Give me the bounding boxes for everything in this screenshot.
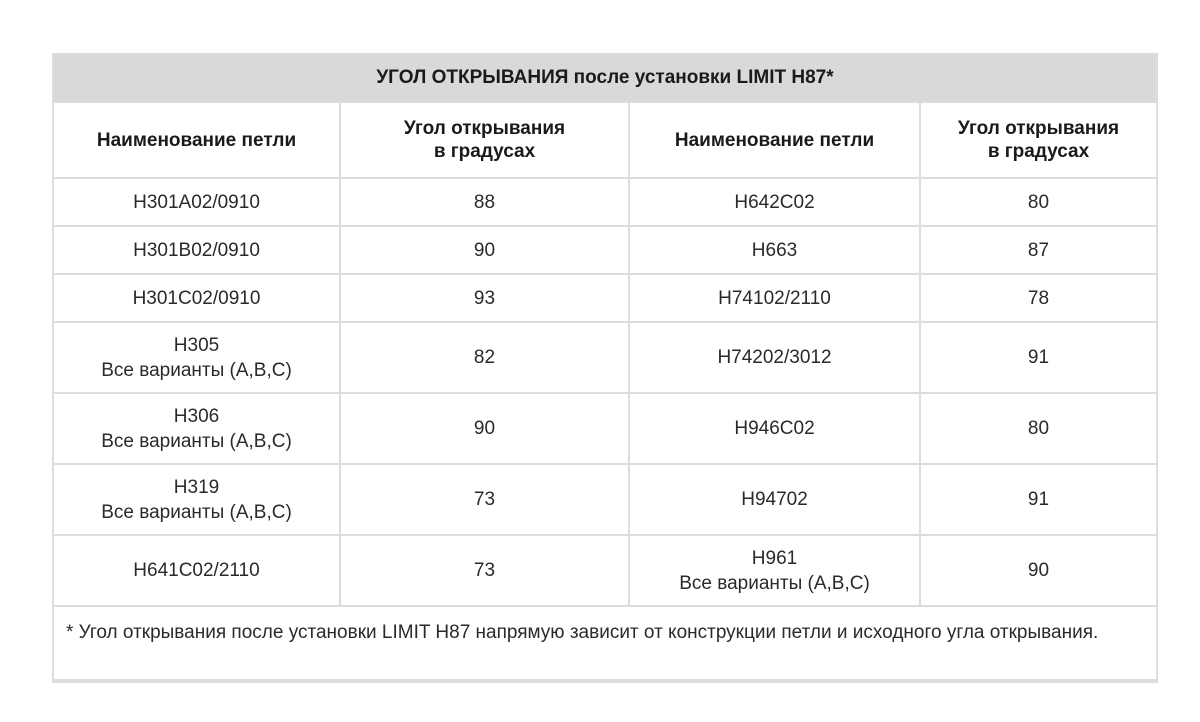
hinge-model: H663 bbox=[751, 239, 798, 261]
hinge-variants: Все варианты (A,B,C) bbox=[101, 430, 292, 452]
opening-angle-left: 88 bbox=[340, 178, 629, 226]
opening-angle-left: 73 bbox=[340, 535, 629, 606]
hinge-model: H319 bbox=[173, 476, 220, 498]
hinge-name-left bbox=[54, 226, 340, 274]
opening-angle-right: 80 bbox=[920, 393, 1156, 464]
hinge-model: H305 bbox=[173, 334, 220, 356]
table-row bbox=[54, 226, 1156, 274]
hinge-model: H961 bbox=[751, 547, 798, 569]
header-hinge-name-right: Наименование петли bbox=[629, 102, 920, 178]
header-angle-left bbox=[340, 102, 629, 178]
opening-angle-left: 82 bbox=[340, 322, 629, 393]
opening-angle-left: 93 bbox=[340, 274, 629, 322]
opening-angle-left: 90 bbox=[340, 393, 629, 464]
opening-angle-right: 91 bbox=[920, 464, 1156, 535]
table-row bbox=[54, 178, 1156, 226]
table-row bbox=[54, 535, 1156, 606]
footnote: * Угол открывания после установки LIMIT H87 напрямую зависит от конструкции петли и исходного угла открывания. bbox=[54, 606, 1156, 680]
hinge-name-left bbox=[54, 393, 340, 464]
opening-angle-right: 78 bbox=[920, 274, 1156, 322]
header-angle-left-line1: Угол открывания bbox=[403, 118, 566, 139]
hinge-name-right bbox=[629, 226, 920, 274]
hinge-name-right bbox=[629, 178, 920, 226]
table-title-row bbox=[54, 55, 1156, 102]
hinge-name-left bbox=[54, 535, 340, 606]
hinge-name-right bbox=[629, 274, 920, 322]
hinge-name-right bbox=[629, 322, 920, 393]
hinge-name-left bbox=[54, 322, 340, 393]
hinge-model: H74202/3012 bbox=[717, 347, 832, 368]
table-row bbox=[54, 393, 1156, 464]
hinge-model: H74102/2110 bbox=[718, 287, 831, 309]
table-body bbox=[54, 178, 1156, 606]
table-row bbox=[54, 274, 1156, 322]
hinge-variants: Все варианты (A,B,C) bbox=[679, 572, 870, 594]
hinge-model: H301C02/0910 bbox=[132, 287, 261, 309]
hinge-name-left bbox=[54, 274, 340, 322]
hinge-model: H642C02 bbox=[734, 191, 815, 213]
opening-angle-right: 91 bbox=[920, 322, 1156, 393]
hinge-model: H641C02/2110 bbox=[133, 560, 260, 581]
opening-angle-left: 90 bbox=[340, 226, 629, 274]
opening-angle-right: 80 bbox=[920, 178, 1156, 226]
opening-angle-right: 87 bbox=[920, 226, 1156, 274]
opening-angle-left: 73 bbox=[340, 464, 629, 535]
table-row bbox=[54, 322, 1156, 393]
hinge-model: H946C02 bbox=[734, 418, 815, 439]
table-title: УГОЛ ОТКРЫВАНИЯ после установки LIMIT H87* bbox=[54, 55, 1156, 102]
hinge-name-left bbox=[54, 464, 340, 535]
hinge-name-right bbox=[629, 393, 920, 464]
hinge-variants: Все варианты (A,B,C) bbox=[101, 359, 292, 381]
header-angle-right-line1: Угол открывания bbox=[957, 118, 1120, 139]
hinge-name-left bbox=[54, 178, 340, 226]
header-angle-right bbox=[920, 102, 1156, 178]
hinge-model: H94702 bbox=[741, 489, 808, 510]
hinge-name-right bbox=[629, 535, 920, 606]
header-angle-left-line2: в градусах bbox=[433, 141, 536, 162]
hinge-angle-table-container bbox=[52, 53, 1158, 683]
hinge-variants: Все варианты (A,B,C) bbox=[101, 501, 292, 523]
column-header-row bbox=[54, 102, 1156, 178]
header-hinge-name-left: Наименование петли bbox=[54, 102, 340, 178]
hinge-name-right bbox=[629, 464, 920, 535]
hinge-model: H301B02/0910 bbox=[133, 239, 260, 261]
footnote-row bbox=[54, 606, 1156, 680]
hinge-model: H306 bbox=[173, 405, 220, 427]
table-row bbox=[54, 464, 1156, 535]
opening-angle-right: 90 bbox=[920, 535, 1156, 606]
hinge-model: H301A02/0910 bbox=[133, 191, 260, 213]
header-angle-right-line2: в градусах bbox=[987, 141, 1090, 162]
hinge-angle-table bbox=[54, 55, 1156, 681]
